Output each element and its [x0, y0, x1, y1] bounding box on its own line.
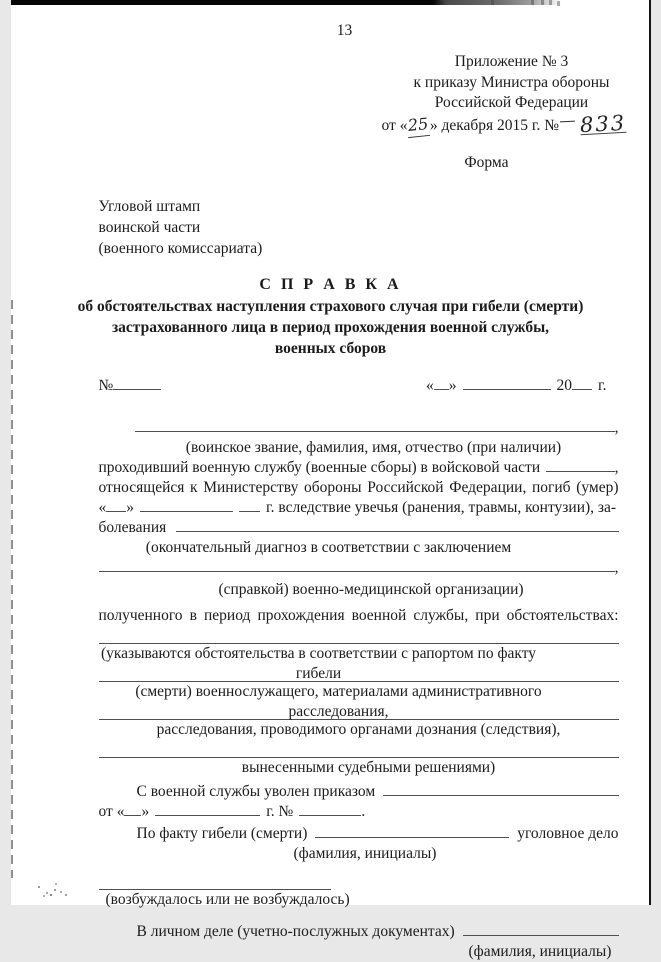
- handwritten-day: 25: [406, 113, 430, 137]
- military-unit-comma: ,: [615, 458, 619, 478]
- circumstances-blank-4: [99, 740, 619, 758]
- year-suffix: г.: [598, 376, 606, 396]
- corner-stamp-block: [99, 196, 651, 259]
- date-close-quote: »: [449, 376, 457, 396]
- name-comma: ,: [615, 418, 619, 438]
- document-subtitle-3: военных сборов: [11, 338, 651, 359]
- dismissal-number-blank: [299, 811, 361, 816]
- dismissal-close-quote: »: [141, 802, 149, 822]
- year-blank: [572, 385, 592, 390]
- dismissal-order-blank: [383, 791, 618, 796]
- diagnosis-caption: (окончательный диагноз в соответствии с заключением: [99, 538, 619, 558]
- ministry-row: относящейся к Министерству обороны Российской Федерации, погиб (умер): [99, 478, 619, 498]
- scan-edge-left-dashes: [11, 300, 13, 878]
- document-subtitle-2: застрахованного лица в период прохождения военной службы,: [11, 317, 651, 338]
- appendix-line-2: к приказу Министра обороны: [387, 73, 637, 94]
- med-org-caption: (справкой) военно-медицинской организации): [99, 580, 619, 600]
- handwritten-order-number: 833: [580, 113, 627, 134]
- form-body: [99, 418, 619, 962]
- case-initiated-blank: [99, 872, 331, 890]
- personal-file-caption: (фамилия, инициалы): [99, 942, 619, 962]
- circumstances-caption-1: (указываются обстоятельства в соответствии с рапортом по факту гибели: [99, 644, 619, 664]
- diagnosis-blank: [176, 527, 618, 532]
- death-date-row: [99, 498, 619, 518]
- order-date-suffix: » декабря 2015 г. №: [430, 116, 559, 137]
- diagnosis-comma: ,: [615, 558, 619, 578]
- name-caption: (воинское звание, фамилия, имя, отчество (при наличии): [99, 438, 619, 458]
- number-label: №: [99, 377, 114, 394]
- death-cause-text: г. вследствие увечья (ранения, травмы, контузии), за-: [266, 498, 616, 518]
- circumstances-intro-row: полученного в период прохождения военной службы, при обстоятельствах:: [99, 606, 619, 626]
- military-unit-row: [99, 458, 619, 478]
- disease-row: [99, 518, 619, 538]
- circumstances-caption-3: расследования, проводимого органами дознания (следствия),: [99, 720, 619, 740]
- dismissal-order-text: С военной службы уволен приказом: [99, 782, 376, 802]
- disease-label: болевания: [99, 518, 167, 538]
- circumstances-blank-1: [99, 626, 619, 644]
- scanned-document-page: [11, 0, 651, 905]
- dismissal-period: .: [361, 802, 365, 822]
- personal-file-row: [99, 922, 619, 942]
- name-blank-row: [99, 418, 619, 438]
- military-unit-text: проходивший военную службу (военные сборы) в войсковой части: [99, 458, 541, 478]
- handwriting-flourish: [560, 120, 575, 122]
- dismissal-from-text: от «: [99, 802, 125, 822]
- number-blank: [113, 385, 161, 390]
- criminal-case-text: По факту гибели (смерти): [99, 824, 308, 844]
- document-number-field: [99, 376, 162, 396]
- day-blank: [434, 385, 449, 390]
- death-day-blank: [106, 507, 126, 512]
- name-blank: [135, 427, 615, 432]
- form-label: Форма: [11, 153, 651, 173]
- death-close-quote: »: [126, 498, 134, 518]
- circumstances-caption-4: вынесенными судебными решениями): [99, 758, 619, 778]
- dismissal-month-blank: [155, 811, 260, 816]
- criminal-case-name-caption: (фамилия, инициалы): [99, 844, 619, 864]
- month-blank: [463, 385, 551, 390]
- stamp-line-2: воинской части: [99, 217, 651, 238]
- death-month-blank: [140, 507, 233, 512]
- scan-edge-right-line: [649, 0, 651, 905]
- order-date-prefix: от «: [382, 116, 408, 137]
- stamp-line-1: Угловой штамп: [99, 196, 651, 217]
- death-year-blank: [239, 507, 260, 512]
- appendix-header: [387, 52, 637, 136]
- criminal-case-name-blank: [315, 833, 509, 838]
- personal-file-blank: [463, 931, 619, 936]
- appendix-line-1: Приложение № 3: [387, 52, 637, 73]
- document-date-field: [426, 376, 618, 396]
- dismissal-order-row: [99, 782, 619, 802]
- criminal-case-right-text: уголовное дело: [517, 824, 618, 844]
- document-title-block: [11, 274, 651, 359]
- page-number: 13: [25, 0, 661, 41]
- document-subtitle-1: об обстоятельствах наступления страхового случая при гибели (смерти): [11, 296, 651, 317]
- dismissal-day-blank: [124, 811, 141, 816]
- personal-file-text: В личном деле (учетно-послужных документах): [99, 922, 455, 942]
- document-title: С П Р А В К А: [11, 274, 651, 296]
- case-initiated-caption: (возбуждалось или не возбуждалось): [99, 890, 619, 910]
- dismissal-year-text: г. №: [266, 802, 293, 822]
- military-unit-blank: [546, 467, 615, 472]
- circumstances-blank-2: [99, 664, 619, 682]
- diagnosis-blank2: [99, 567, 615, 572]
- scan-noise-speckles: [38, 886, 40, 888]
- year-prefix: 20: [557, 376, 573, 396]
- date-open-quote: «: [426, 376, 434, 396]
- stamp-line-3: (военного комиссариата): [99, 238, 651, 259]
- dismissal-date-row: [99, 802, 619, 822]
- appendix-line-3: Российской Федерации: [387, 93, 637, 114]
- order-date-line: [382, 114, 637, 137]
- criminal-case-row: [99, 824, 619, 844]
- circumstances-caption-2: (смерти) военнослужащего, материалами административного расследования,: [99, 682, 619, 702]
- death-open-quote: «: [99, 498, 107, 518]
- number-and-date-row: [99, 376, 619, 396]
- diagnosis-blank-row2: [99, 558, 619, 580]
